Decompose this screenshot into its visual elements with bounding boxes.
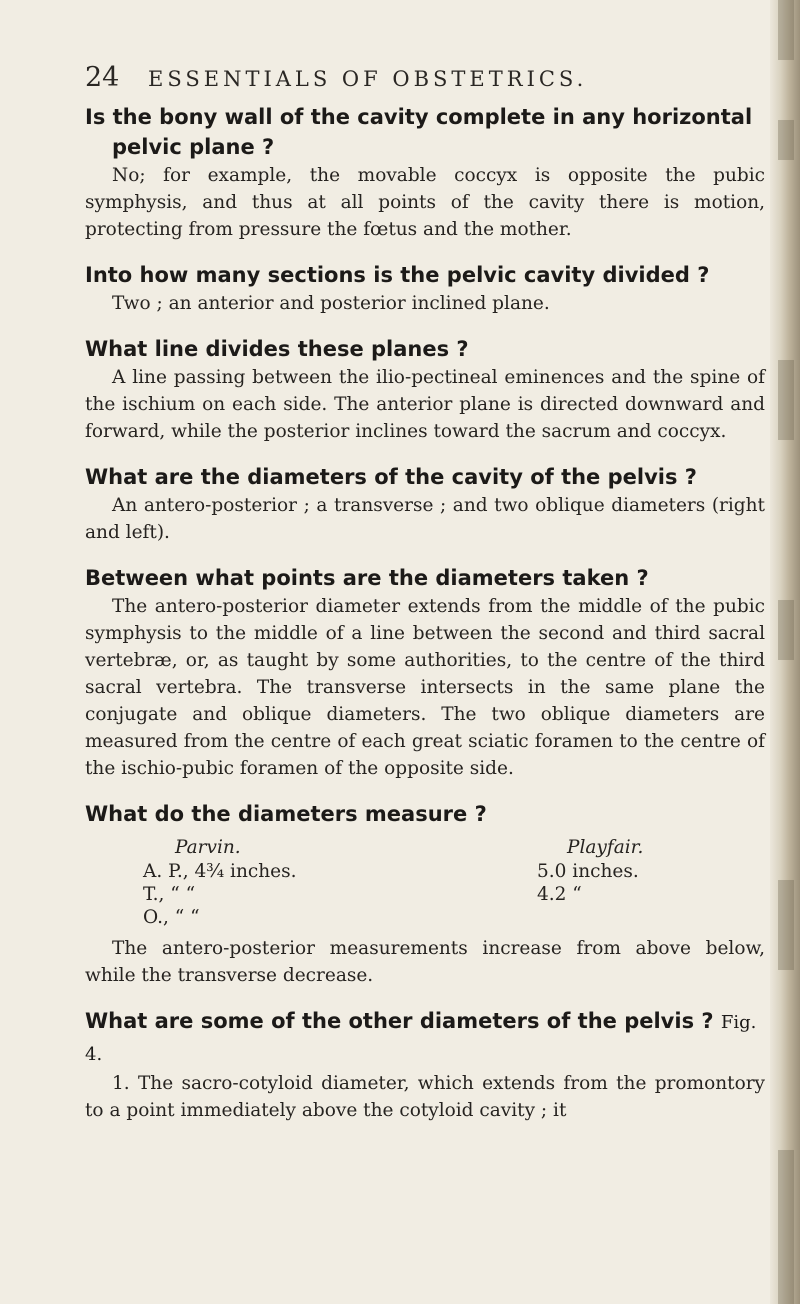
page-body [85,96,765,1124]
page-header [85,62,705,96]
section-diameters-list [85,462,765,546]
question-heading: What are the diameters of the cavity of the pelvis ? [85,465,697,489]
playfair-title: Playfair. [567,837,644,858]
question-line-1: Is the bony wall of the cavity complete in any horizontal [85,105,753,129]
answer-paragraph: An antero-posterior ; a transverse ; and two oblique diameters (right and left). [85,495,765,543]
answer-paragraph: Two ; an anterior and posterior inclined plane. [112,293,550,314]
answer-paragraph: 1. The sacro-cotyloid diameter, which extends from the promontory to a point immediately above the cotyloid cavity ; it [85,1073,765,1121]
question-heading: What line divides these planes ? [85,337,469,361]
question-heading [85,1006,765,1070]
question-heading: Between what points are the diameters taken ? [85,566,649,590]
parvin-row: O., “ “ [143,907,200,928]
answer-paragraph: The antero-posterior measurements increase from above below, while the transverse decrease. [85,938,765,986]
section-diameter-points [85,563,765,782]
question-heading: What do the diameters measure ? [85,802,487,826]
playfair-column [537,837,697,906]
parvin-title: Parvin. [175,837,241,858]
answer-paragraph: No; for example, the movable coccyx is opposite the pubic symphysis, and thus at all points of the cavity there is motion, protecting from pressure the fœtus and the mother. [85,165,765,240]
running-head: ESSENTIALS OF OBSTETRICS. [148,67,588,91]
section-bony-wall [85,102,765,243]
question-line-2: pelvic plane ? [112,135,275,159]
section-sections-count [85,260,765,317]
playfair-row: 4.2 “ [537,884,582,905]
question-text: What are some of the other diameters of the pelvis ? [85,1009,714,1033]
parvin-row: A. P., 4¾ inches. [143,861,297,882]
section-diameter-measures [85,799,765,989]
page-edge [770,0,800,1304]
measurements-table [85,837,765,935]
section-dividing-line [85,334,765,445]
parvin-row: T., “ “ [143,884,196,905]
page-number: 24 [85,62,120,93]
answer-paragraph: The antero-posterior diameter extends from the middle of the pubic symphysis to the middle of a line between the second and third sacral vertebræ, or, as taught by some authorities, to the centre of the third sacral vertebra. The transverse intersects in the same plane the conjugate and oblique diameters. The two oblique diameters are measured from the centre of each great sciatic foramen to the centre of the ischio-pubic foramen of the opposite side. [85,596,765,779]
parvin-column [143,837,383,929]
question-heading [85,102,765,162]
answer-paragraph: A line passing between the ilio-pectineal eminences and the spine of the ischium on each side. The anterior plane is directed downward and forward, while the posterior inclines toward the sacrum and coccyx. [85,367,765,442]
playfair-row: 5.0 inches. [537,861,639,882]
section-other-diameters [85,1006,765,1124]
figure-reference: Fig. 4. [85,1012,757,1065]
question-heading: Into how many sections is the pelvic cavity divided ? [85,263,710,287]
